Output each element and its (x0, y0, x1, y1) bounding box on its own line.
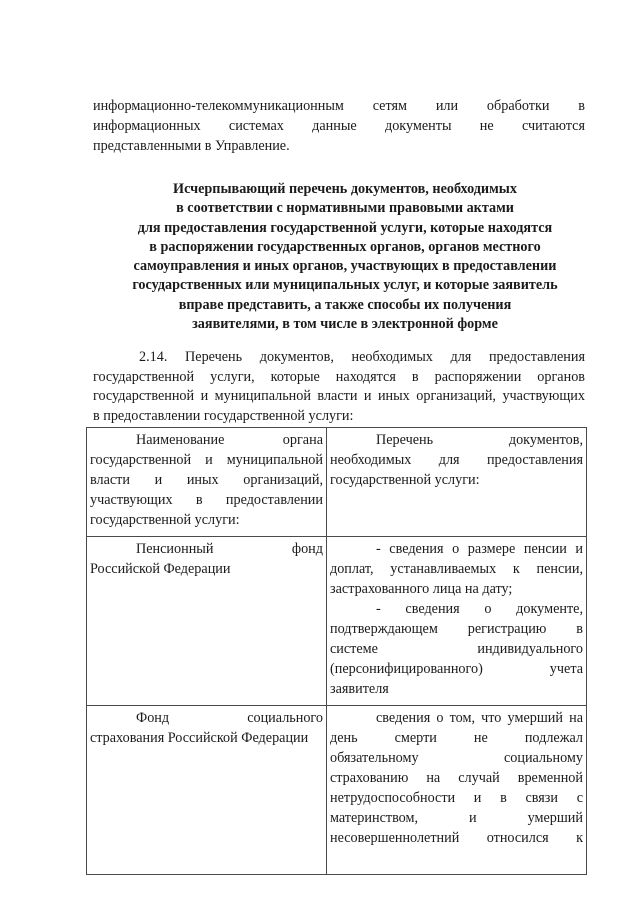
cell-line: Наименование органа (136, 432, 323, 448)
intro-line: информационных системах данные документы не считаются (93, 118, 585, 134)
cell-line: день смерти не подлежал (330, 730, 583, 746)
documents-cell (327, 706, 587, 875)
paragraph-line: государственной услуги, которые находятся в распоряжении органов (93, 368, 585, 385)
paragraph-line: государственной и муниципальной власти и иных организаций, участвующих (93, 388, 585, 404)
section-heading (110, 180, 580, 334)
table-row (87, 706, 587, 875)
cell-line: доплат, устанавливаемых к пенсии, (330, 561, 583, 577)
cell-line: материнством, и умерший (330, 810, 583, 826)
intro-paragraph (93, 96, 585, 156)
cell-line: обязательному социальному (330, 750, 583, 766)
cell-line: Пенсионный фонд (136, 541, 323, 557)
paragraph-2-14 (93, 348, 585, 426)
cell-line: страхования Российской Федерации (90, 730, 309, 746)
cell-line: власти и иных организаций, (90, 472, 323, 488)
paragraph-line: 2.14. Перечень документов, необходимых для предоставления (139, 349, 585, 365)
cell-line: государственной услуги: (330, 472, 480, 488)
cell-line: системе индивидуального (330, 641, 583, 657)
intro-line: информационно-телекоммуникационным сетям или обработки в (93, 98, 585, 114)
heading-line: самоуправления и иных органов, участвующих в предоставлении (133, 258, 557, 275)
cell-line: необходимых для предоставления (330, 452, 583, 468)
cell-line: участвующих в предоставлении (90, 492, 323, 508)
cell-line: (персонифицированного) учета (330, 661, 583, 677)
cell-line: страхованию на случай временной (330, 770, 583, 786)
intro-line: представленными в Управление. (93, 138, 290, 154)
cell-line: заявителя (330, 681, 389, 697)
cell-line: подтверждающем регистрацию в (330, 621, 583, 637)
cell-line: нетрудоспособности и в связи с (330, 790, 583, 806)
cell-line: государственной и муниципальной (90, 452, 323, 468)
heading-line: Исчерпывающий перечень документов, необходимых (173, 181, 517, 197)
heading-line: в соответствии с нормативными правовыми актами (176, 200, 514, 217)
organization-cell (87, 706, 327, 875)
heading-line: заявителями, в том числе в электронной форме (192, 316, 498, 333)
organization-cell (87, 537, 327, 706)
cell-line: Фонд социального (136, 710, 323, 726)
header-cell-documents (327, 428, 587, 537)
table-row (87, 537, 587, 706)
documents-table (86, 427, 587, 875)
cell-line: - сведения о документе, (376, 601, 583, 617)
heading-line: вправе представить, а также способы их получения (178, 296, 512, 313)
heading-line: государственных или муниципальных услуг, и которые заявитель (132, 277, 558, 294)
cell-line: - сведения о размере пенсии и (376, 541, 583, 557)
cell-line: застрахованного лица на дату; (330, 581, 513, 597)
heading-line: в распоряжении государственных органов, органов местного (149, 238, 541, 255)
paragraph-line: в предоставлении государственной услуги: (93, 407, 354, 424)
cell-line: сведения о том, что умерший на (376, 710, 583, 726)
cell-line: Перечень документов, (376, 432, 583, 448)
cell-line: Российской Федерации (90, 561, 231, 577)
table-header-row (87, 428, 587, 537)
heading-line: для предоставления государственной услуги, которые находятся (137, 219, 553, 236)
cell-line: несовершеннолетний относился к (330, 830, 583, 846)
documents-cell (327, 537, 587, 706)
header-cell-organization (87, 428, 327, 537)
cell-line: государственной услуги: (90, 512, 240, 528)
